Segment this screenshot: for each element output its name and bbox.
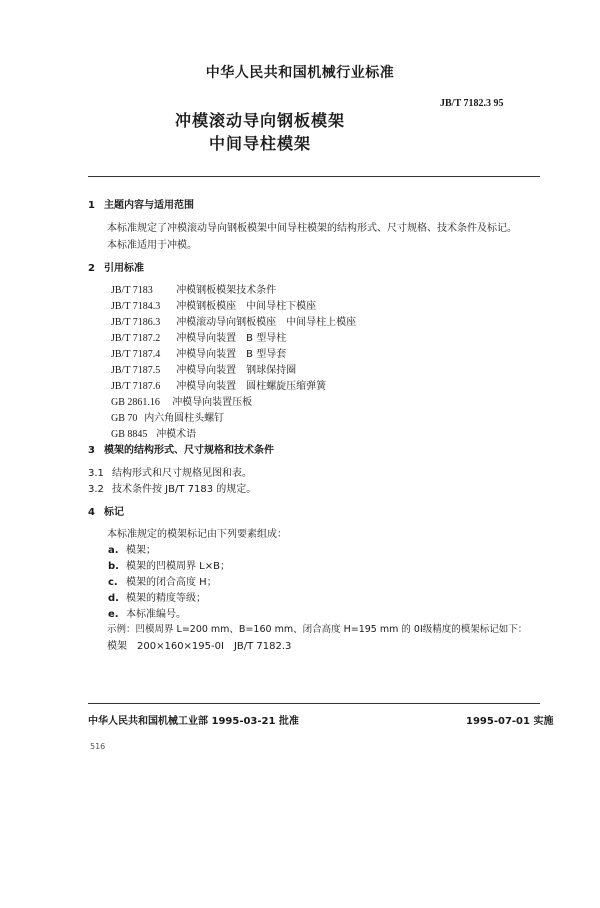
reference-title: 冲模钢板模架技术条件 — [176, 285, 277, 296]
section-2-heading — [88, 259, 144, 274]
subsection-number: 3.1 — [88, 468, 104, 479]
marking-element — [108, 573, 217, 588]
header-divider — [88, 176, 540, 177]
element-text: 模架； — [126, 545, 156, 556]
reference-item — [111, 377, 326, 392]
reference-code: JB/T 7187.2 — [111, 333, 161, 344]
section-1-para-1: 本标准规定了冲模滚动导向钢板模架中间导柱模架的结构形式、尺寸规格、技术条件及标记。 — [107, 223, 517, 234]
element-key: b. — [108, 561, 119, 572]
section-title: 引用标准 — [104, 263, 144, 274]
section-4-intro: 本标准规定的模架标记由下列要素组成： — [107, 529, 287, 540]
subsection-number: 3.2 — [88, 484, 104, 495]
reference-code: GB 8845 — [111, 429, 148, 440]
reference-code: JB/T 7187.5 — [111, 365, 161, 376]
reference-title: 冲模导向装置 B 型导柱 — [176, 333, 287, 344]
reference-item — [111, 281, 276, 296]
reference-title: 冲模导向装置 B 型导套 — [176, 349, 287, 360]
footer-divider — [88, 703, 540, 704]
reference-item — [111, 329, 286, 344]
reference-item — [111, 313, 356, 328]
issuing-organization: 中华人民共和国机械行业标准 — [205, 65, 395, 81]
reference-item — [111, 425, 196, 440]
subsection-text: 结构形式和尺寸规格见图和表。 — [112, 468, 252, 479]
marking-element — [108, 541, 156, 556]
marking-example: 示例：凹模周界 L=200 mm、B=160 mm、闭合高度 H=195 mm 的 0Ⅰ级精度的模架标记如下： — [107, 624, 528, 635]
reference-item — [111, 361, 296, 376]
element-text: 本标准编号。 — [126, 609, 186, 620]
marking-example-result: 模架 200×160×195-0Ⅰ JB/T 7182.3 — [107, 641, 292, 652]
reference-code: JB/T 7186.3 — [111, 317, 161, 328]
reference-title: 冲模导向装置 钢球保持圈 — [176, 365, 297, 376]
subsection-3-1 — [88, 464, 252, 479]
section-number: 4 — [88, 507, 95, 518]
section-4-heading — [88, 503, 124, 518]
element-text: 模架的凹模周界 L×B； — [126, 561, 230, 572]
page-number: 516 — [90, 742, 106, 751]
element-key: c. — [108, 577, 118, 588]
section-title: 标记 — [104, 507, 124, 518]
element-key: e. — [108, 609, 119, 620]
reference-code: JB/T 7184.3 — [111, 301, 161, 312]
reference-code: JB/T 7187.6 — [111, 381, 161, 392]
subsection-3-2 — [88, 480, 256, 495]
implementation-date: 1995-07-01 实施 — [466, 716, 554, 727]
reference-title: 冲模滚动导向钢板模座 中间导柱上模座 — [176, 317, 357, 328]
reference-title: 冲模导向装置压板 — [172, 397, 253, 408]
section-number: 2 — [88, 263, 95, 274]
reference-title: 冲模导向装置 圆柱螺旋压缩弹簧 — [176, 381, 327, 392]
section-3-heading — [88, 441, 274, 456]
reference-title: 冲模术语 — [156, 429, 197, 440]
document-title: 冲模滚动导向钢板模架 — [174, 111, 345, 130]
reference-item — [111, 393, 252, 408]
element-key: d. — [108, 593, 119, 604]
section-1-heading — [88, 196, 194, 211]
marking-element — [108, 557, 230, 572]
reference-code: JB/T 7187.4 — [111, 349, 161, 360]
section-1-para-2: 本标准适用于冲模。 — [107, 240, 197, 251]
approval-statement: 中华人民共和国机械工业部 1995-03-21 批准 — [88, 716, 299, 727]
reference-item — [111, 345, 286, 360]
standard-code: JB/T 7182.3 95 — [440, 98, 504, 109]
marking-element — [108, 589, 206, 604]
subsection-text: 技术条件按 JB/T 7183 的规定。 — [112, 484, 257, 495]
reference-title: 冲模钢板模座 中间导柱下模座 — [176, 301, 317, 312]
document-subtitle: 中间导柱模架 — [208, 134, 311, 153]
marking-element — [108, 605, 186, 620]
section-title: 模架的结构形式、尺寸规格和技术条件 — [104, 445, 274, 456]
element-text: 模架的闭合高度 H； — [126, 577, 217, 588]
reference-code: JB/T 7183 — [111, 285, 153, 296]
reference-item — [111, 409, 224, 424]
section-number: 3 — [88, 445, 95, 456]
reference-item — [111, 297, 316, 312]
section-title: 主题内容与适用范围 — [104, 200, 194, 211]
element-key: a. — [108, 545, 119, 556]
reference-title: 内六角圆柱头螺钉 — [144, 413, 225, 424]
section-number: 1 — [88, 200, 95, 211]
element-text: 模架的精度等级； — [126, 593, 206, 604]
reference-code: GB 70 — [111, 413, 138, 424]
reference-code: GB 2861.16 — [111, 397, 160, 408]
